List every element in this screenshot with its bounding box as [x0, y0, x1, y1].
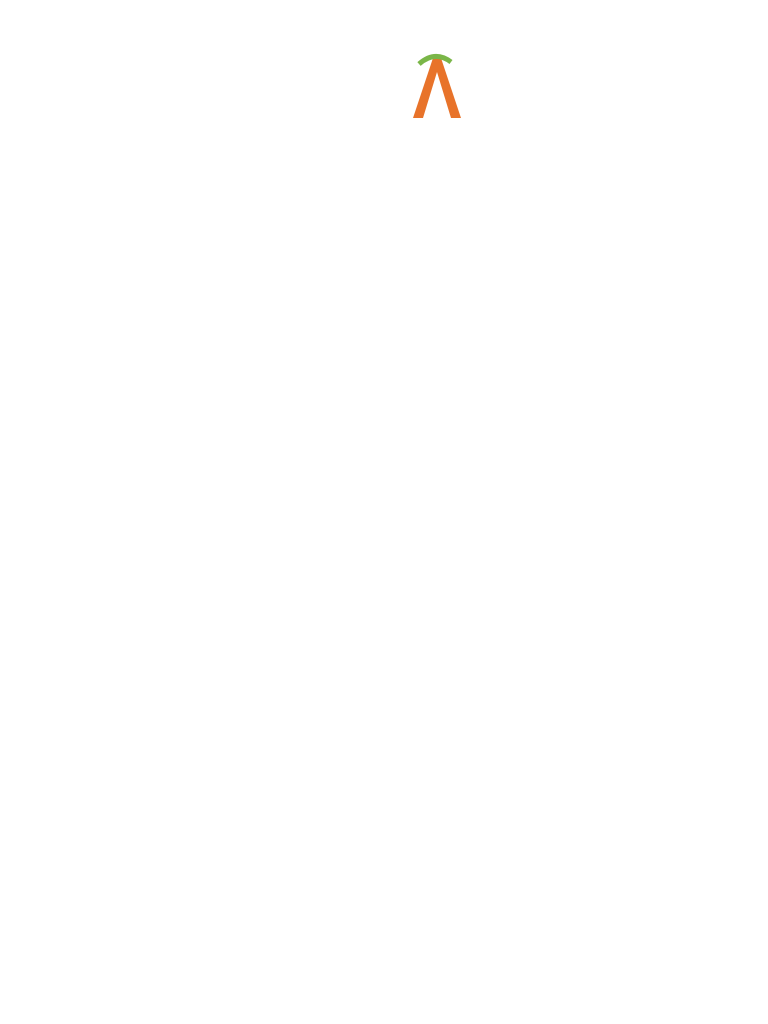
azhar-a-logo-icon: [405, 50, 465, 125]
azhar-academy-logo: [405, 50, 575, 125]
catalogue-header: [0, 0, 768, 140]
